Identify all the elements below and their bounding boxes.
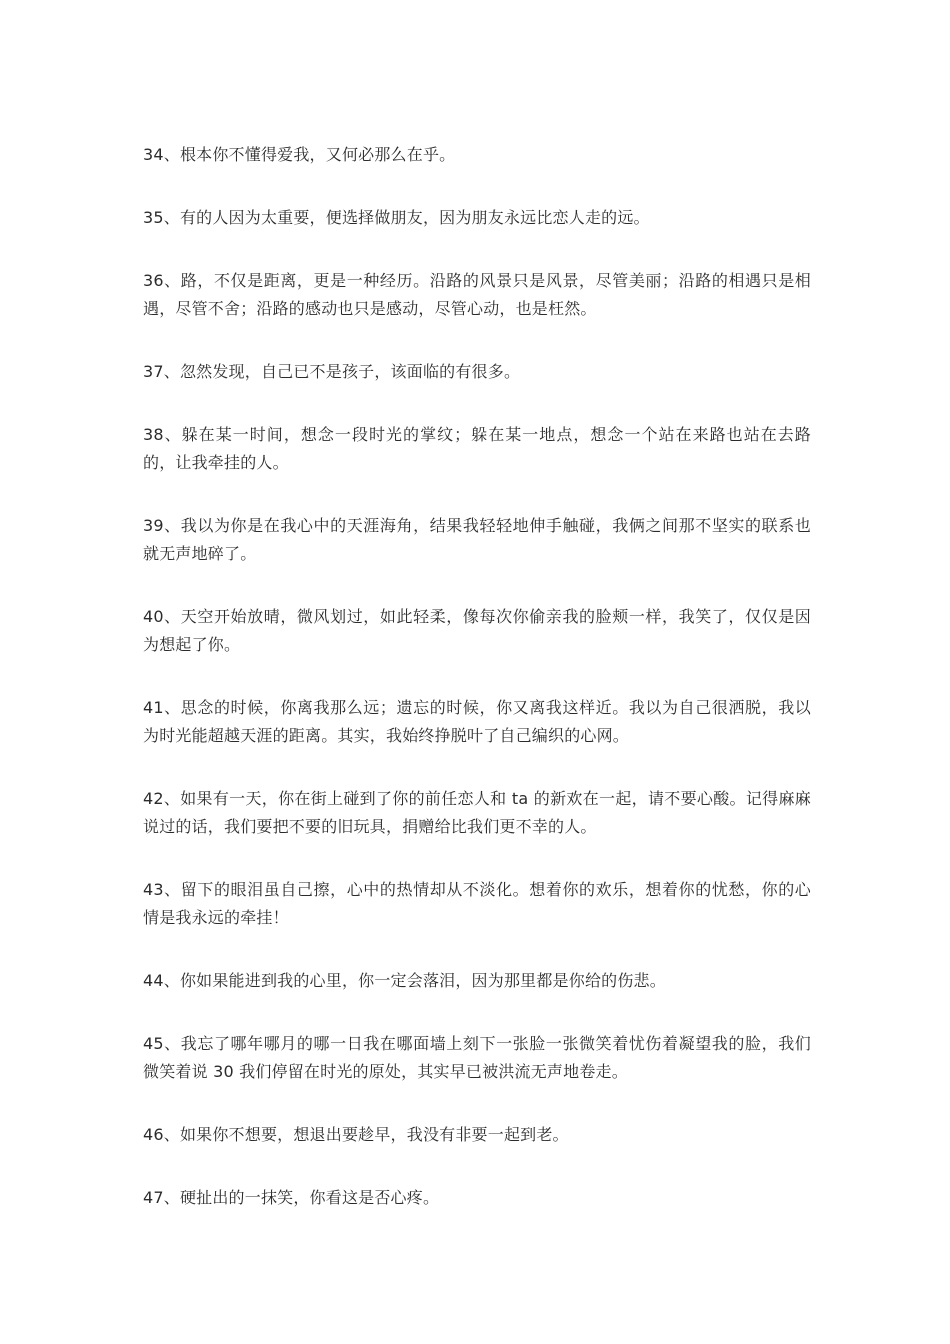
quote-item-43: 43、留下的眼泪虽自己擦，心中的热情却从不淡化。想着你的欢乐，想着你的忧愁，你的心情是我永远的牵挂！ (143, 880, 811, 927)
quote-item-45: 45、我忘了哪年哪月的哪一日我在哪面墙上刻下一张脸一张微笑着忧伤着凝望我的脸，我们微笑着说 30 我们停留在时光的原处，其实早已被洪流无声地卷走。 (143, 1034, 811, 1081)
quote-item-41: 41、思念的时候，你离我那么远；遗忘的时候，你又离我这样近。我以为自己很洒脱，我以为时光能超越天涯的距离。其实，我始终挣脱叶了自己编织的心网。 (143, 698, 811, 745)
quote-item-38: 38、躲在某一时间，想念一段时光的掌纹；躲在某一地点，想念一个站在来路也站在去路的，让我牵挂的人。 (143, 425, 811, 472)
quote-item-47: 47、硬扯出的一抹笑，你看这是否心疼。 (143, 1188, 440, 1207)
quote-item-35: 35、有的人因为太重要，便选择做朋友，因为朋友永远比恋人走的远。 (143, 208, 650, 227)
quote-item-36: 36、路，不仅是距离，更是一种经历。沿路的风景只是风景，尽管美丽；沿路的相遇只是相遇，尽管不舍；沿路的感动也只是感动，尽管心动，也是枉然。 (143, 271, 811, 318)
quote-item-34: 34、根本你不懂得爱我，又何必那么在乎。 (143, 145, 456, 164)
quote-item-40: 40、天空开始放晴，微风划过，如此轻柔，像每次你偷亲我的脸颊一样，我笑了，仅仅是因为想起了你。 (143, 607, 811, 654)
quote-item-37: 37、忽然发现，自己已不是孩子，该面临的有很多。 (143, 362, 521, 381)
quote-item-44: 44、你如果能进到我的心里，你一定会落泪，因为那里都是你给的伤悲。 (143, 971, 666, 990)
quote-item-42: 42、如果有一天，你在街上碰到了你的前任恋人和 ta 的新欢在一起，请不要心酸。记得麻麻说过的话，我们要把不要的旧玩具，捐赠给比我们更不幸的人。 (143, 789, 811, 836)
quote-item-39: 39、我以为你是在我心中的天涯海角，结果我轻轻地伸手触碰，我俩之间那不坚实的联系也就无声地碎了。 (143, 516, 811, 563)
quote-list (143, 141, 811, 1247)
quote-item-46: 46、如果你不想要，想退出要趁早，我没有非要一起到老。 (143, 1125, 569, 1144)
